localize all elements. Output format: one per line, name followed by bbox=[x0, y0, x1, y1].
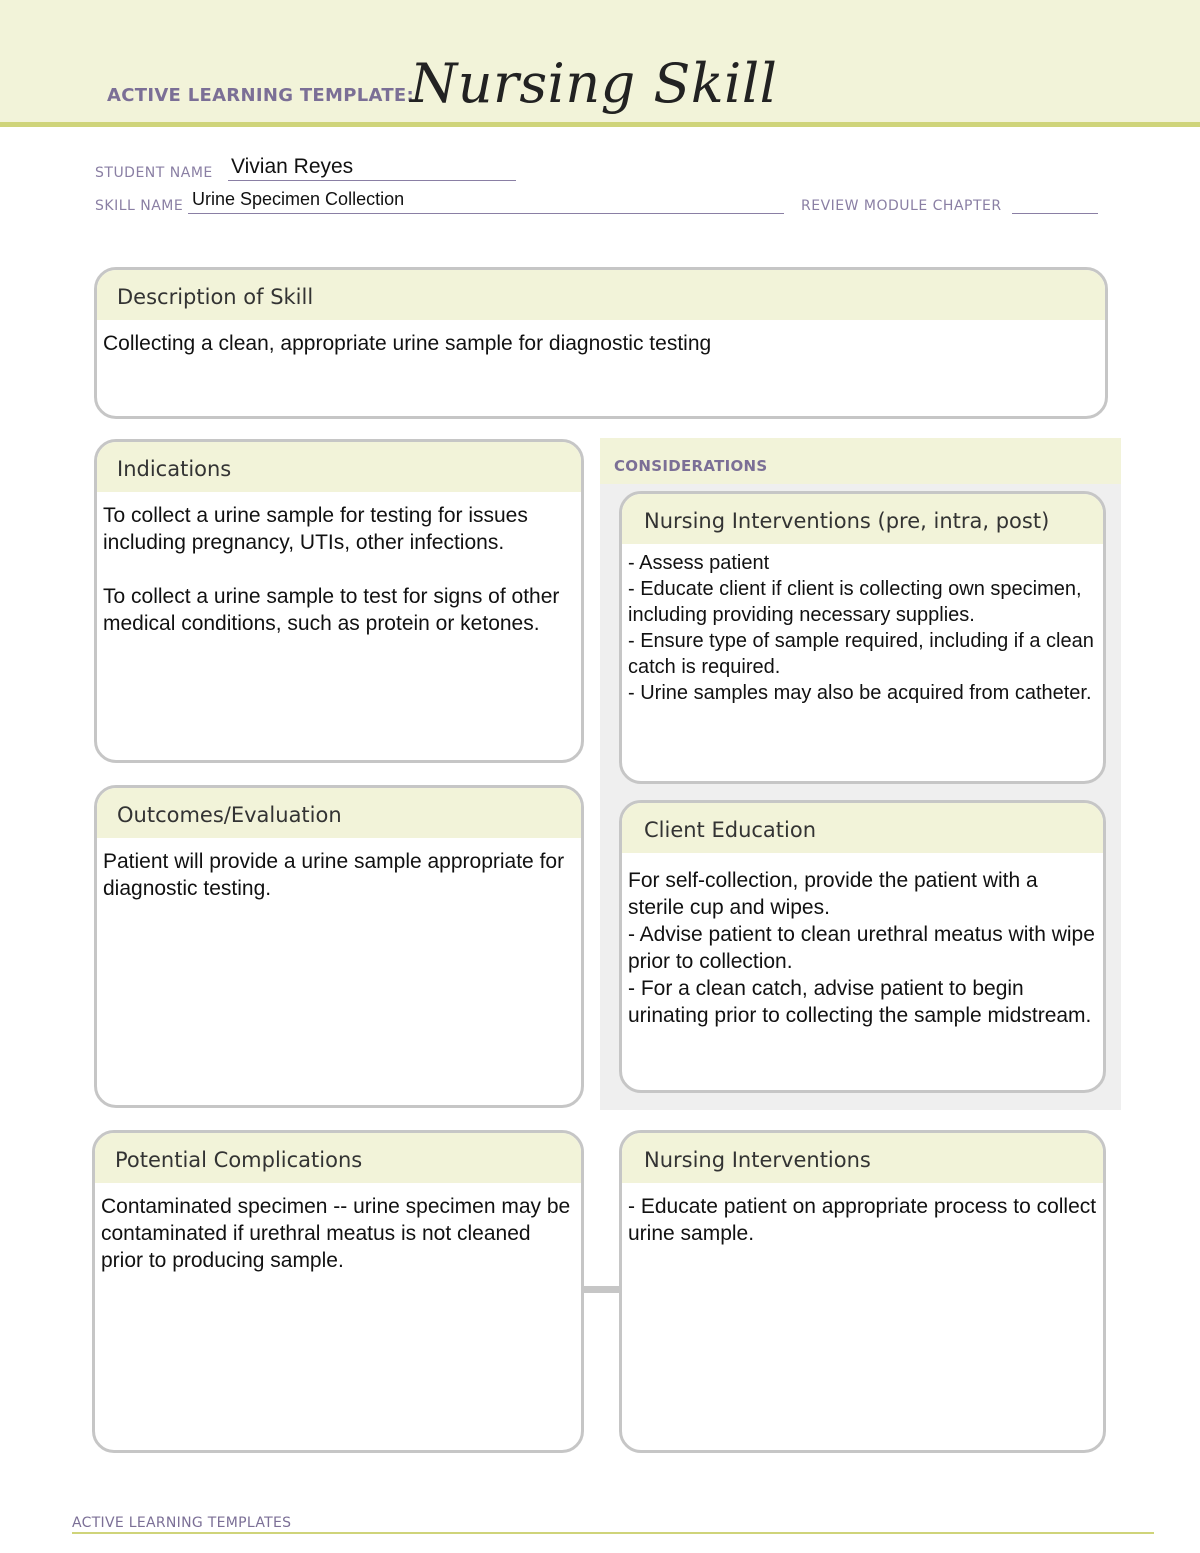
complications-text[interactable]: Contaminated specimen -- urine specimen may be contaminated if urethral meatus is not cleaned prior to producing sample. bbox=[101, 1195, 571, 1272]
complications-box bbox=[92, 1130, 584, 1453]
footer-label: ACTIVE LEARNING TEMPLATES bbox=[72, 1515, 292, 1531]
description-box bbox=[94, 267, 1108, 419]
indications-title: Indications bbox=[97, 442, 581, 492]
nursing-interventions-box bbox=[619, 1130, 1106, 1453]
indications-text[interactable]: To collect a urine sample for testing for issues including pregnancy, UTIs, other infections. To collect a urine sample to test for signs of other medical conditions, such as protein or ketones. bbox=[103, 504, 560, 635]
nursing-interventions-title: Nursing Interventions bbox=[622, 1133, 1103, 1183]
review-module-label: REVIEW MODULE CHAPTER bbox=[801, 198, 1002, 214]
skill-name-field[interactable]: Urine Specimen Collection bbox=[192, 189, 405, 209]
skill-name-line bbox=[188, 213, 784, 214]
pre-intra-post-interventions-text[interactable]: - Assess patient - Educate client if client is collecting own specimen, including providing necessary supplies. - Ensure type of sample required, including if a clean catch is required. - Urine samples may also be acquired from catheter. bbox=[628, 552, 1094, 704]
description-text[interactable]: Collecting a clean, appropriate urine sample for diagnostic testing bbox=[103, 332, 712, 355]
considerations-label: CONSIDERATIONS bbox=[614, 457, 768, 475]
header-rule bbox=[0, 122, 1200, 127]
client-education-text[interactable]: For self-collection, provide the patient with a sterile cup and wipes. - Advise patient to clean urethral meatus with wipe prior to collection. - For a clean catch, advise patient to begin urinating prior to collecting the sample midstream. bbox=[628, 869, 1095, 1027]
client-education-box bbox=[619, 800, 1106, 1093]
indications-box bbox=[94, 439, 584, 763]
outcomes-box bbox=[94, 785, 584, 1108]
pre-intra-post-interventions-title: Nursing Interventions (pre, intra, post) bbox=[622, 494, 1103, 544]
student-name-line bbox=[228, 180, 516, 181]
footer-rule bbox=[72, 1532, 1154, 1534]
client-education-title: Client Education bbox=[622, 803, 1103, 853]
complications-title: Potential Complications bbox=[95, 1133, 581, 1183]
nursing-interventions-text[interactable]: - Educate patient on appropriate process to collect urine sample. bbox=[628, 1195, 1097, 1245]
student-name-label: STUDENT NAME bbox=[95, 165, 213, 181]
outcomes-title: Outcomes/Evaluation bbox=[97, 788, 581, 838]
description-title: Description of Skill bbox=[97, 270, 1105, 320]
student-name-field[interactable]: Vivian Reyes bbox=[231, 155, 354, 178]
template-label: ACTIVE LEARNING TEMPLATE: bbox=[107, 85, 414, 106]
skill-name-label: SKILL NAME bbox=[95, 198, 184, 214]
review-module-line bbox=[1012, 213, 1098, 214]
outcomes-text[interactable]: Patient will provide a urine sample appropriate for diagnostic testing. bbox=[103, 850, 565, 900]
connector-bar bbox=[582, 1286, 620, 1293]
template-title: Nursing Skill bbox=[410, 52, 778, 115]
pre-intra-post-interventions-box bbox=[619, 491, 1106, 784]
